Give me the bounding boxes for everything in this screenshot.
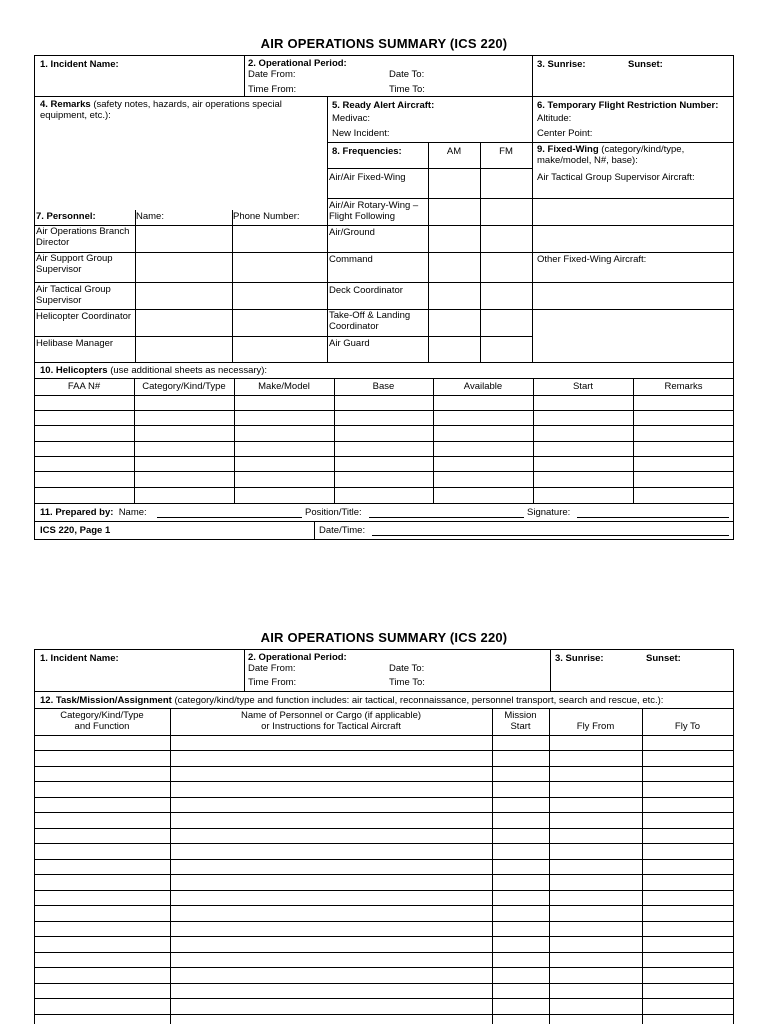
freq-row-takeoff-landing: Take-Off & Landing Coordinator bbox=[329, 310, 411, 332]
task-col-category-line2: and Function bbox=[74, 721, 130, 732]
personnel-row-air-ops-branch-director: Air Operations Branch Director bbox=[36, 226, 130, 248]
task-col-mission-line2: Start bbox=[510, 721, 531, 732]
incident-name-label-2: 1. Incident Name: bbox=[40, 653, 119, 664]
date-from-label-2: Date From: bbox=[248, 663, 296, 674]
task-col-fly-to: Fly To bbox=[674, 721, 701, 732]
new-incident-label: New Incident: bbox=[332, 128, 390, 139]
sunset-label: Sunset: bbox=[628, 59, 663, 70]
center-point-label: Center Point: bbox=[537, 128, 593, 139]
fm-label: FM bbox=[499, 146, 513, 157]
sunset-label-2: Sunset: bbox=[646, 653, 681, 664]
time-to-label: Time To: bbox=[389, 84, 425, 95]
freq-row-air-air-rotary-wing: Air/Air Rotary-Wing – Flight Following bbox=[329, 200, 419, 222]
personnel-row-air-tactical-group-supervisor: Air Tactical Group Supervisor bbox=[36, 284, 111, 306]
name-col-label: Name: bbox=[136, 211, 164, 222]
personnel-row-helibase-manager: Helibase Manager bbox=[36, 338, 114, 349]
time-from-label-2: Time From: bbox=[248, 677, 297, 688]
heli-col-category: Category/Kind/Type bbox=[142, 381, 226, 392]
operational-period-label-2: 2. Operational Period: bbox=[248, 652, 347, 663]
personnel-row-air-support-group-supervisor: Air Support Group Supervisor bbox=[36, 253, 113, 275]
task-col-category-line1: Category/Kind/Type bbox=[60, 710, 144, 721]
personnel-label: 7. Personnel: bbox=[36, 211, 96, 222]
date-time-label: Date/Time: bbox=[319, 525, 366, 536]
task-col-mission-line1: Mission bbox=[504, 710, 537, 721]
freq-row-air-guard: Air Guard bbox=[329, 338, 370, 349]
date-from-label: Date From: bbox=[248, 69, 296, 80]
heli-col-remarks: Remarks bbox=[664, 381, 703, 392]
heli-col-base: Base bbox=[372, 381, 395, 392]
phone-col-label: Phone Number: bbox=[233, 211, 300, 222]
sunrise-label-2: 3. Sunrise: bbox=[555, 653, 604, 664]
page-label: ICS 220, Page 1 bbox=[40, 525, 111, 536]
date-to-label: Date To: bbox=[389, 69, 425, 80]
task-col-fly-from: Fly From bbox=[576, 721, 615, 732]
fixed-wing-label: 9. Fixed-Wing (category/kind/type, make/model, N#, base): bbox=[537, 144, 685, 166]
time-from-label: Time From: bbox=[248, 84, 297, 95]
helicopters-label: 10. Helicopters (use additional sheets as necessary): bbox=[40, 365, 268, 376]
task-col-personnel-line2: or Instructions for Tactical Aircraft bbox=[261, 721, 401, 732]
task-mission-label: 12. Task/Mission/Assignment (category/kind/type and function includes: air tactical, reconnaissance, personnel transport, search and rescue, etc.): bbox=[40, 695, 664, 706]
personnel-row-helicopter-coordinator: Helicopter Coordinator bbox=[36, 311, 132, 322]
heli-col-start: Start bbox=[572, 381, 594, 392]
am-label: AM bbox=[446, 146, 462, 157]
sunrise-label: 3. Sunrise: bbox=[537, 59, 586, 70]
form-title-2: AIR OPERATIONS SUMMARY (ICS 220) bbox=[260, 630, 508, 645]
remarks-label: 4. Remarks (safety notes, hazards, air operations special equipment, etc.): bbox=[40, 99, 282, 121]
signature-label: Signature: bbox=[527, 507, 571, 518]
freq-row-air-air-fixed-wing: Air/Air Fixed-Wing bbox=[329, 172, 406, 183]
time-to-label-2: Time To: bbox=[389, 677, 425, 688]
heli-col-faa: FAA N# bbox=[67, 381, 101, 392]
heli-col-available: Available bbox=[463, 381, 503, 392]
heli-col-make-model: Make/Model bbox=[258, 381, 310, 392]
tfr-label: 6. Temporary Flight Restriction Number: bbox=[537, 100, 719, 111]
incident-name-label: 1. Incident Name: bbox=[40, 59, 119, 70]
other-fixed-wing-label: Other Fixed-Wing Aircraft: bbox=[537, 254, 647, 265]
air-tactical-supervisor-aircraft-label: Air Tactical Group Supervisor Aircraft: bbox=[537, 172, 695, 183]
task-col-personnel-line1: Name of Personnel or Cargo (if applicable) bbox=[240, 710, 422, 721]
ready-alert-label: 5. Ready Alert Aircraft: bbox=[332, 100, 435, 111]
freq-row-command: Command bbox=[329, 254, 373, 265]
date-to-label-2: Date To: bbox=[389, 663, 425, 674]
freq-row-deck-coordinator: Deck Coordinator bbox=[329, 285, 403, 296]
medivac-label: Medivac: bbox=[332, 113, 371, 124]
prepared-by-label: 11. Prepared by: Name: bbox=[40, 507, 147, 518]
frequencies-label: 8. Frequencies: bbox=[332, 146, 402, 157]
freq-row-air-ground: Air/Ground bbox=[329, 227, 375, 238]
operational-period-label: 2. Operational Period: bbox=[248, 58, 347, 69]
position-title-label: Position/Title: bbox=[305, 507, 362, 518]
form-title: AIR OPERATIONS SUMMARY (ICS 220) bbox=[260, 36, 508, 51]
altitude-label: Altitude: bbox=[537, 113, 572, 124]
